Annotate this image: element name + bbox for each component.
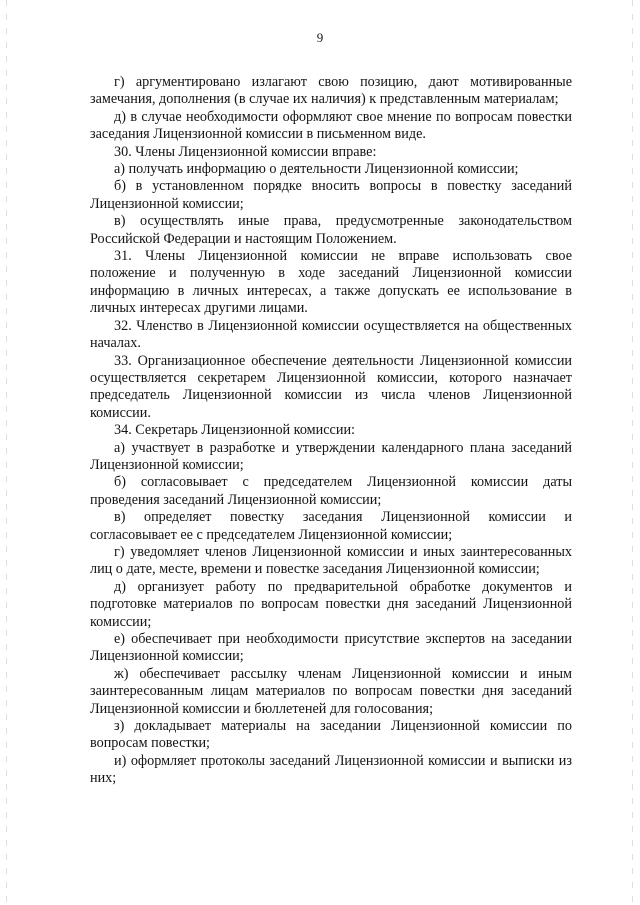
clause-34-zh: ж) обеспечивает рассылку членам Лицензионной комиссии и иным заинтересованным лицам материалов по вопросам повестки дня заседаний Лицензионной комиссии и бюллетеней для голосования; bbox=[90, 665, 572, 717]
clause-31: 31. Члены Лицензионной комиссии не вправе использовать свое положение и полученную в ходе заседаний Лицензионной комиссии информацию в личных интересах, а также допускать ее использование в личных интересах другими лицами. bbox=[90, 248, 572, 317]
clause-33: 33. Организационное обеспечение деятельности Лицензионной комиссии осуществляется секретарем Лицензионной комиссии, которого назначает председатель Лицензионной комиссии из числа членов Лицензионной комиссии. bbox=[90, 352, 572, 421]
clause-34-g: г) уведомляет членов Лицензионной комиссии и иных заинтересованных лиц о дате, месте, времени и повестке заседания Лицензионной комиссии; bbox=[90, 543, 572, 578]
scan-edge-left bbox=[6, 0, 7, 905]
clause-30-v: в) осуществлять иные права, предусмотренные законодательством Российской Федерации и настоящим Положением. bbox=[90, 213, 572, 247]
clause-30-heading: 30. Члены Лицензионной комиссии вправе: bbox=[114, 143, 377, 160]
clause-32: 32. Членство в Лицензионной комиссии осуществляется на общественных началах. bbox=[90, 317, 572, 352]
clause-34-e: е) обеспечивает при необходимости присутствие экспертов на заседании Лицензионной комиссии; bbox=[90, 631, 572, 665]
clause-34-z: з) докладывает материалы на заседании Лицензионной комиссии по вопросам повестки; bbox=[90, 718, 572, 752]
scan-edge-right bbox=[632, 0, 633, 905]
clause-34-i: и) оформляет протоколы заседаний Лицензионной комиссии и выписки из них; bbox=[90, 752, 572, 787]
clause-34-b: б) согласовывает с председателем Лицензионной комиссии даты проведения заседаний Лицензионной комиссии; bbox=[90, 474, 572, 508]
clause-29-d: д) в случае необходимости оформляют свое мнение по вопросам повестки заседания Лицензионной комиссии в письменном виде. bbox=[90, 108, 572, 143]
clause-34-a: а) участвует в разработке и утверждении календарного плана заседаний Лицензионной комиссии; bbox=[90, 439, 572, 473]
page-number: 9 bbox=[316, 30, 324, 45]
clause-34-d: д) организует работу по предварительной обработке документов и подготовке материалов по вопросам повестки дня заседаний Лицензионной комиссии; bbox=[90, 578, 572, 630]
clause-29-g: г) аргументировано излагают свою позицию, дают мотивированные замечания, дополнения (в случае их наличия) к представленным материалам; bbox=[90, 74, 572, 108]
clause-34-v: в) определяет повестку заседания Лицензионной комиссии и согласовывает ее с председателем Лицензионной комиссии; bbox=[90, 509, 572, 543]
document-body bbox=[90, 74, 572, 788]
clause-30-a: а) получать информацию о деятельности Лицензионной комиссии; bbox=[114, 161, 519, 178]
clause-34-heading: 34. Секретарь Лицензионной комиссии: bbox=[114, 422, 355, 439]
clause-30-b: б) в установленном порядке вносить вопросы в повестку заседаний Лицензионной комиссии; bbox=[90, 178, 572, 212]
